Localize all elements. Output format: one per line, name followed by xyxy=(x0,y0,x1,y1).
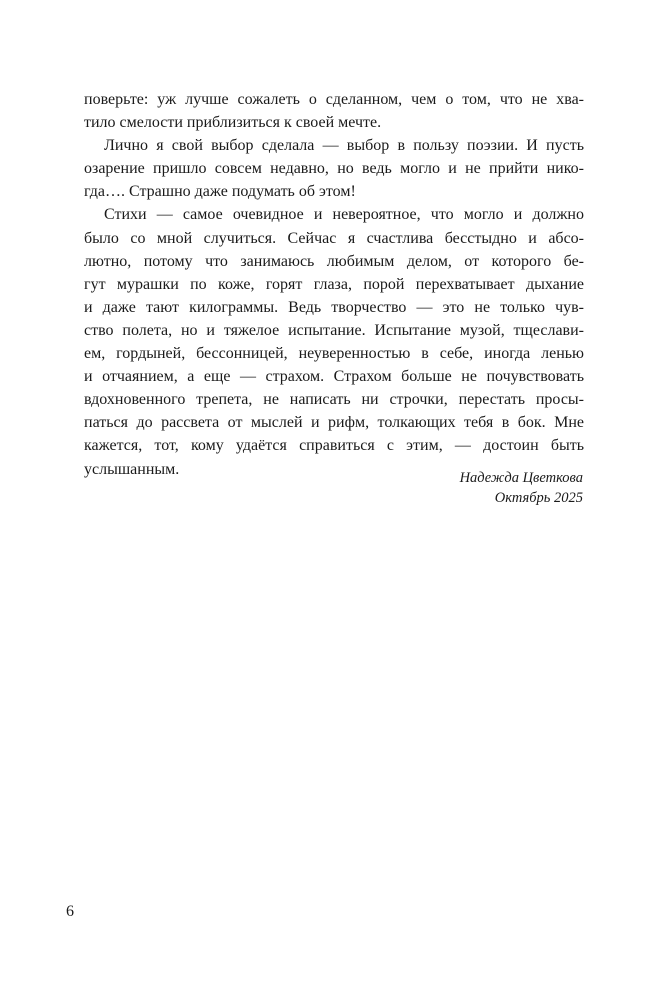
paragraph xyxy=(84,88,584,134)
text-line: ем, гордыней, бессонницей, неуверенностью в себе, иногда ленью xyxy=(84,345,584,363)
text-line: и даже тают килограммы. Ведь творчество — это не только чув- xyxy=(84,298,584,316)
page-number: 6 xyxy=(66,903,74,920)
text-line: паться до рассвета от мыслей и рифм, толкающих тебя в бок. Мне xyxy=(84,414,584,432)
text-line: и отчаянием, а еще — страхом. Страхом больше не почувствовать xyxy=(84,368,584,386)
text-line: было со мной случиться. Сейчас я счастлива бесстыдно и абсо- xyxy=(84,229,584,247)
text-line: гут мурашки по коже, горят глаза, порой перехватывает дыхание xyxy=(84,275,584,293)
text-line: лютно, потому что занимаюсь любимым делом, от которого бе- xyxy=(84,252,584,270)
text-line: Лично я свой выбор сделала — выбор в пользу поэзии. И пусть xyxy=(104,137,584,155)
paragraph xyxy=(84,203,584,480)
page-body xyxy=(84,88,584,481)
text-line: вдохновенного трепета, не написать ни строчки, перестать просы- xyxy=(84,391,584,409)
text-line: тило смелости приблизиться к своей мечте. xyxy=(84,114,382,132)
text-line: ство полета, но и тяжелое испытание. Испытание музой, тщеслави- xyxy=(84,321,584,339)
text-line: озарение пришло совсем недавно, но ведь могло и не прийти нико- xyxy=(84,160,584,178)
signature xyxy=(460,468,583,508)
text-line: кажется, тот, кому удаётся справиться с этим, — достоин быть xyxy=(84,437,584,455)
paragraph xyxy=(84,134,584,203)
text-line: поверьте: уж лучше сожалеть о сделанном, чем о том, что не хва- xyxy=(84,91,584,108)
signature-date: Октябрь 2025 xyxy=(494,490,583,506)
text-line: гда…. Страшно даже подумать об этом! xyxy=(84,183,356,201)
signature-author: Надежда Цветкова xyxy=(459,470,583,486)
text-line: услышанным. xyxy=(84,460,180,478)
text-line: Стихи — самое очевидное и невероятное, что могло и должно xyxy=(104,206,584,224)
